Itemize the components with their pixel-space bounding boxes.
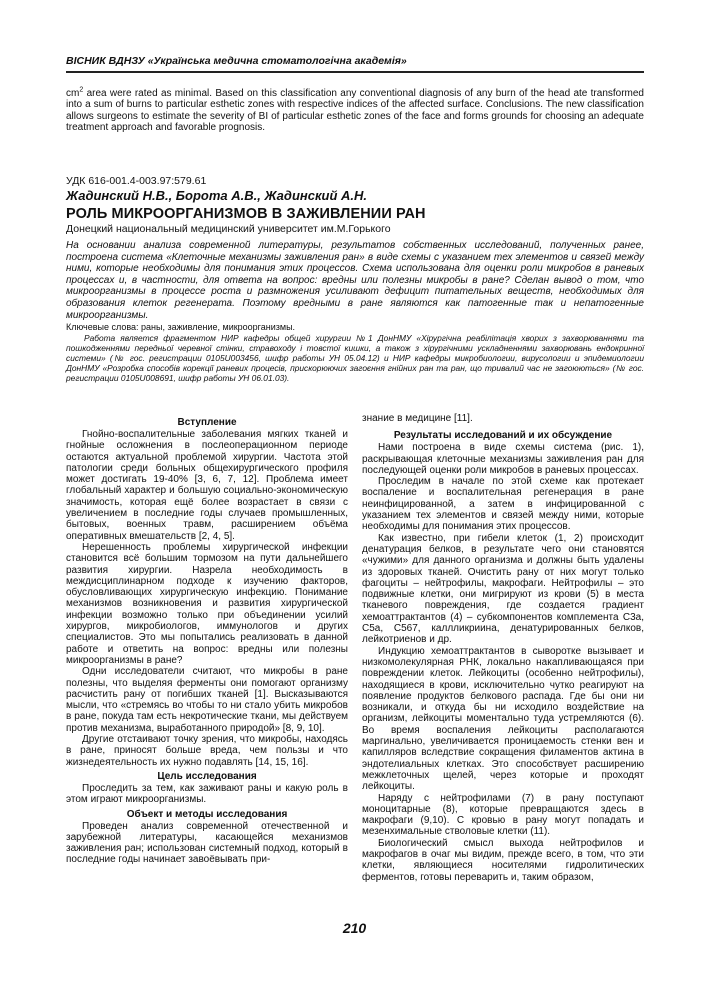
paragraph: Индукцию хемоаттрактантов в сыворотке вызывает и низкомолекулярная РНК, локально накапливающаяся при повреждении клеток. Лейкоциты (особенно нейтрофилы), находящиеся в крови, исключительно чутко реагируют на появление продуктов белкового распада. Где бы они ни возникали, и откуда бы ни исходило воздействие на организм, лейкоциты моментально туда устремляются (6). Во время воспаления лейкоциты располагаются маргинально, увеличивается проницаемость стенки вен и капилляров вследствие сокращения филаментов актина в эндотелиальных клетках. Это способствует расширению межклеточных щелей, через которые и проходят лейкоциты. bbox=[362, 645, 644, 793]
english-abstract-text: area were rated as minimal. Based on this classification any conventional diagnosis of any burn of the head ate transformed into a sum of burns to particular esthetic zones with respective indices of the affected surface. Conclusions. The new classification allows surgeons to estimate the severity of BI of particular esthetic zones of the face and forms grounds for choosing an adequate treatment approach and favorable prognosis. bbox=[66, 88, 644, 134]
paragraph: Другие отстаивают точку зрения, что микробы, находясь в ране, приносят больше вреда, чем пользы и что жизнедеятельность их нужно подавлять [14, 15, 16]. bbox=[66, 734, 348, 768]
heading-methods: Объект и методы исследования bbox=[126, 808, 288, 820]
paragraph: Как известно, при гибели клеток (1, 2) происходит денатурация белков, в результате чего они становятся «чужими» для данного организма и должны быть удалены из здоровых тканей. Очистить рану от них могут только фагоциты – нейтрофилы, макрофаги. Нейтрофилы – это подвижные клетки, они мигрируют из крови (5) в места тканевого повреждения, где создается градиент хемоаттрактантов (4) – субкомпонентов комплемента С3а, С5а, С567, каллликриина, денатурированных белков, лейкотриенов и др. bbox=[362, 532, 644, 646]
udk-code: УДК 616-001.4-003.97:579.61 bbox=[66, 175, 207, 187]
paragraph: Проследим в начале по этой схеме как протекает воспаление и воспалительная регенерация в ране неинфицированной, а затем в инфицированной с указанием тех элементов и связей между ними, которые необходимы для понимания этих процессов. bbox=[362, 476, 644, 533]
funding-note: Работа является фрагментом НИР кафедры общей хирургии №1 ДонНМУ «Хірургічна реабілітація хворих з захворюваннями та пошкодженнями передньої черевної стінки, стравоходу і товстої кишки, а також з хірургічними ускладненнями захворювань ендокринної системи» (№ гос. регистрации 0105U003456, шифр работы УН 05.04.12) и НИР кафедры микробиологии, вирусологии и эпидемиологии ДонНМУ «Розробка способів корекції раневих процесів, прискорюючих загоєння гнійних ран та ран, що тривалий час не загоюються» (№ гос. регистрации 0105U008691, шифр работы УН 06.01.03). bbox=[66, 333, 644, 383]
header-rule bbox=[66, 71, 644, 73]
page-number: 210 bbox=[342, 920, 367, 936]
paragraph: Биологический смысл выхода нейтрофилов и макрофагов в очаг мы видим, прежде всего, в том, что эти клетки, являющиеся носителями гидролитических ферментов, готовы переварить и, таким образом, bbox=[362, 837, 644, 883]
paragraph: Нами построена в виде схемы система (рис. 1), раскрывающая клеточные механизмы заживления ран для последующей оценки роли микробов в раневых процессах. bbox=[362, 442, 644, 476]
journal-header: ВІСНИК ВДНЗУ «Українська медична стоматологічна академія» bbox=[66, 55, 407, 67]
right-column bbox=[362, 413, 644, 883]
keywords: Ключевые слова: раны, заживление, микроорганизмы. bbox=[66, 322, 296, 332]
left-column bbox=[66, 417, 348, 866]
paragraph-continuation: знание в медицине [11]. bbox=[362, 413, 473, 424]
affiliation: Донецкий национальный медицинский университет им.М.Горького bbox=[66, 223, 391, 235]
authors: Жадинский Н.В., Борота А.В., Жадинский А.Н. bbox=[66, 188, 368, 203]
heading-aim: Цель исследования bbox=[157, 770, 257, 782]
heading-results: Результаты исследований и их обсуждение bbox=[393, 430, 613, 442]
article-title: РОЛЬ МИКРООРГАНИЗМОВ В ЗАЖИВЛЕНИИ РАН bbox=[66, 206, 426, 222]
paragraph: Одни исследователи считают, что микробы в ране полезны, что выделяя ферменты они помогают организму расчистить рану от погибших тканей [1]. Высказываются мысли, что «стремясь во чтобы то ни стало убить микробов в ране, покуда там есть некротические ткани, мы действуем против механизма, выработанного природой» [8, 9, 10]. bbox=[66, 666, 348, 734]
paragraph: Проследить за тем, как заживают раны и какую роль в этом играют микроорганизмы. bbox=[66, 782, 348, 806]
english-abstract-tail bbox=[66, 88, 644, 134]
area-unit: cm bbox=[66, 88, 80, 99]
paragraph: Гнойно-воспалительные заболевания мягких тканей и гнойные осложнения в послеоперационном периоде остаются актуальной проблемой хирургии. Частота этой патологии среди больных общехирургического профиля может достигать 19-40% [3, 6, 7, 12]. Проблема имеет глобальный характер и большую социально-экономическую значимость, которая ещё более возрастает в связи с увеличением в последние годы случаев промышленных, бытовых, военных травм, расширением объёма оперативных вмешательств [2, 4, 5]. bbox=[66, 429, 348, 542]
heading-introduction: Вступление bbox=[177, 417, 237, 428]
paragraph: Проведен анализ современной отечественной и зарубежной литературы, касающейся механизмов заживления ран; использован системный подход, который в последние годы начинает завоёвывать при- bbox=[66, 820, 348, 866]
paragraph: Наряду с нейтрофилами (7) в рану поступают моноцитарные (8), которые превращаются здесь в макрофаги (9,10). С кровью в рану могут попадать и мезенхимальные стволовые клетки (11). bbox=[362, 792, 644, 838]
area-unit-exponent: 2 bbox=[79, 86, 84, 94]
russian-abstract: На основании анализа современной литературы, результатов собственных исследований, полученных ранее, построена система «Клеточные механизмы заживления ран» в виде схемы с указанием тех элементов и связей между ними, которые необходимы для понимания этих процессов. Схема использована для оценки роли микробов в раневых процессах и, в частности, для ответа на вопрос: вредны или полезны микробы в ране? Сделан вывод о том, что микроорганизмы в процессе роста и размножения усиливают дефицит питательных веществ, необходимых для образования клеток регенерата. Поэтому вредными в ране являются как патогенные так и непатогенные микроорганизмы. bbox=[66, 240, 644, 321]
paragraph: Нерешенность проблемы хирургической инфекции становится всё большим тормозом на пути дальнейшего развития хирургии. Назрела необходимость в междисциплинарном подходе к изучению факторов, обусловливающих хирургическую инфекцию. Понимание механизмов возникновения и развития хирургической инфекции возможно только при объединении усилий хирургов, микробиологов, иммунологов и других специалистов. Это мы попытались реализовать в данной работе и ответить на вопрос: вредны или полезны микроорганизмы в ране? bbox=[66, 541, 348, 666]
